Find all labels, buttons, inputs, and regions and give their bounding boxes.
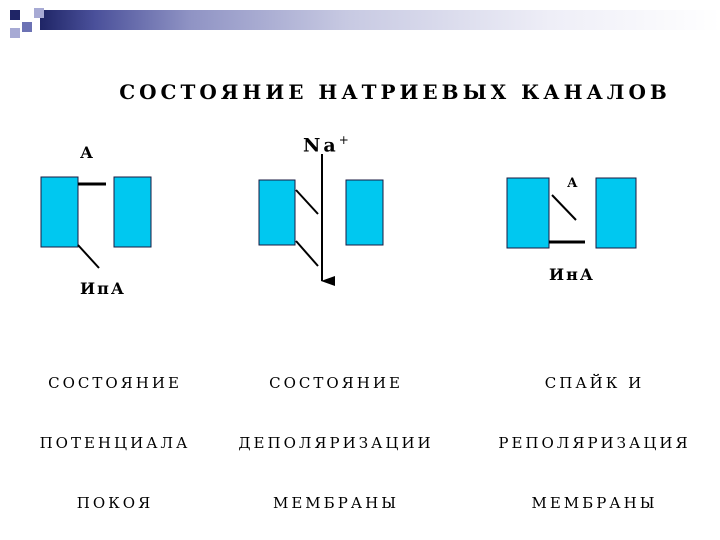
panel-resting-channel bbox=[41, 177, 151, 268]
inactivation-gate-label: ИпА bbox=[80, 279, 126, 298]
activation-gate-label: А bbox=[80, 143, 96, 162]
caption-line: ДЕПОЛЯРИЗАЦИИ bbox=[238, 434, 434, 452]
caption-line: СПАЙК И bbox=[544, 374, 645, 392]
caption-line: СОСТОЯНИЕ bbox=[269, 374, 403, 392]
activation-gate-label: А bbox=[567, 176, 580, 191]
channel-left-wall bbox=[507, 178, 549, 248]
activation-gate-open bbox=[296, 190, 318, 214]
channel-right-wall bbox=[346, 180, 383, 245]
caption-repolarization-state bbox=[492, 333, 697, 533]
caption-line: МЕМБРАНЫ bbox=[273, 494, 399, 512]
caption-depolarization-state bbox=[236, 333, 436, 533]
channel-left-wall bbox=[41, 177, 78, 247]
panel-depolarization-channel bbox=[259, 154, 383, 281]
activation-gate-open bbox=[552, 195, 576, 220]
inactivation-gate-open bbox=[78, 245, 99, 268]
inactivation-gate-open bbox=[296, 241, 318, 266]
channel-left-wall bbox=[259, 180, 295, 245]
caption-line: ПОКОЯ bbox=[76, 494, 154, 512]
caption-line: СОСТОЯНИЕ bbox=[48, 374, 182, 392]
sodium-ion-symbol: Na bbox=[303, 134, 339, 157]
caption-line: МЕМБРАНЫ bbox=[531, 494, 658, 512]
caption-line: РЕПОЛЯРИЗАЦИЯ bbox=[498, 434, 691, 452]
inactivation-gate-label: ИнА bbox=[549, 265, 595, 284]
caption-resting-state bbox=[20, 333, 210, 533]
sodium-ion-charge: + bbox=[338, 133, 352, 147]
sodium-ion-label bbox=[303, 133, 352, 156]
channel-right-wall bbox=[114, 177, 151, 247]
caption-line: ПОТЕНЦИАЛА bbox=[39, 434, 191, 452]
channel-right-wall bbox=[596, 178, 636, 248]
page-title: СОСТОЯНИЕ НАТРИЕВЫХ КАНАЛОВ bbox=[119, 80, 671, 104]
